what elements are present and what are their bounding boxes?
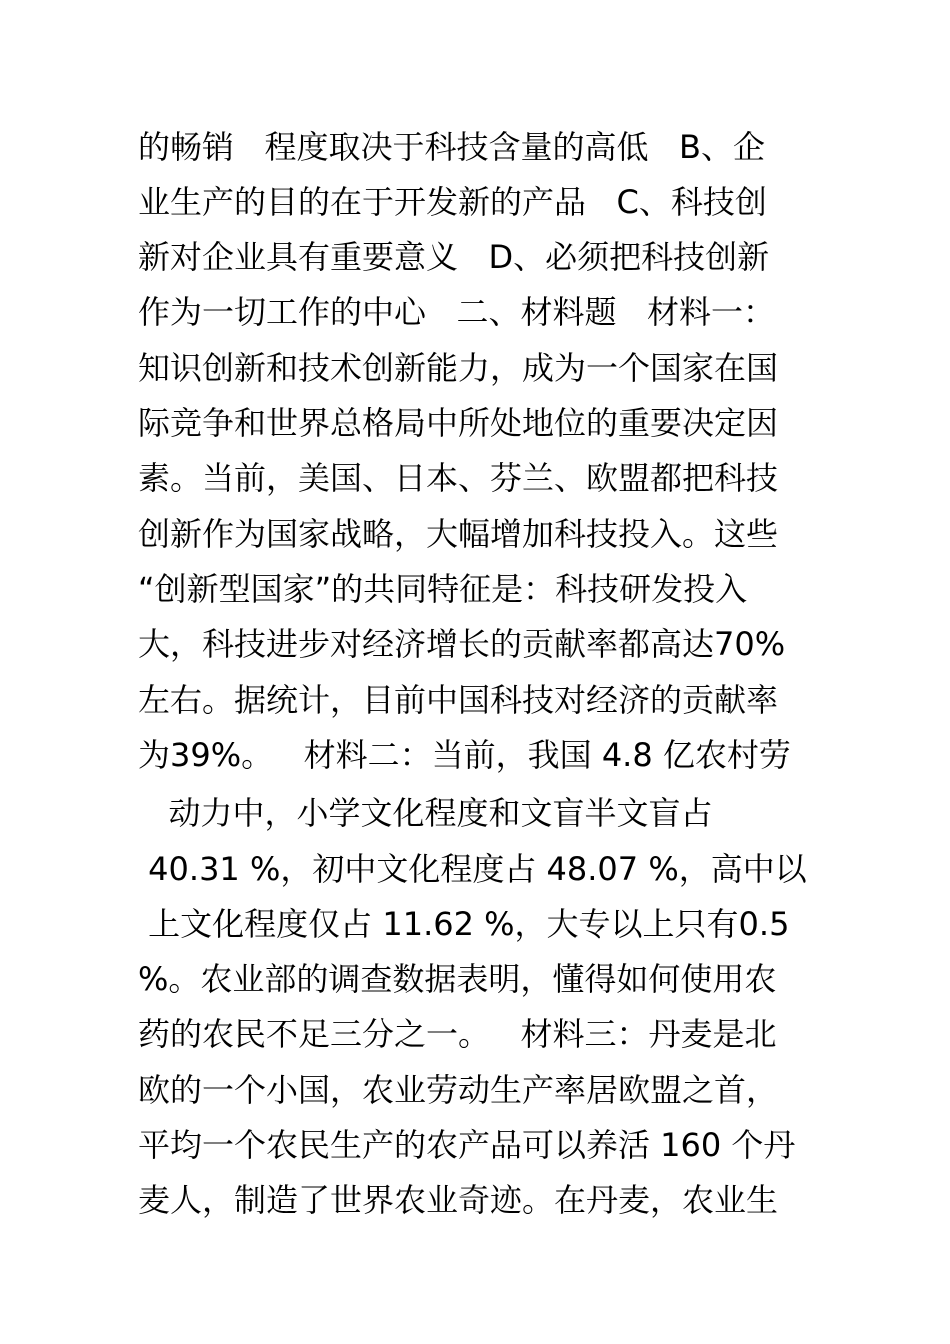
text-line: 素。当前，美国、日本、芬兰、欧盟都把科技: [138, 459, 779, 497]
text-line: 平均一个农民生产的农产品可以养活 160 个丹: [138, 1126, 796, 1164]
text-line: 为39%。 材料二：当前，我国 4.8 亿农村劳: [138, 736, 791, 774]
text-line: 药的农民不足三分之一。 材料三：丹麦是北: [138, 1015, 777, 1053]
text-line: “创新型国家”的共同特征是：科技研发投入: [138, 570, 748, 608]
text-line: 的畅销 程度取决于科技含量的高低 B、企: [138, 128, 765, 166]
text-line: 际竞争和世界总格局中所处地位的重要决定因: [138, 404, 779, 442]
text-line: 作为一切工作的中心 二、材料题 材料一：: [138, 293, 776, 331]
text-line: %。农业部的调查数据表明，懂得如何使用农: [138, 960, 777, 998]
text-line: 创新作为国家战略，大幅增加科技投入。这些: [138, 515, 779, 553]
text-line: 左右。据统计，目前中国科技对经济的贡献率: [138, 681, 779, 719]
text-line: 动力中，小学文化程度和文盲半文盲占: [138, 794, 713, 832]
text-line: 新对企业具有重要意义 D、必须把科技创新: [138, 238, 770, 276]
text-line: 麦人，制造了世界农业奇迹。在丹麦，农业生: [138, 1181, 779, 1219]
text-line: 知识创新和技术创新能力，成为一个国家在国: [138, 349, 779, 387]
text-line: 欧的一个小国，农业劳动生产率居欧盟之首，: [138, 1071, 779, 1109]
text-line: 业生产的目的在于开发新的产品 C、科技创: [138, 183, 767, 221]
text-line: 大，科技进步对经济增长的贡献率都高达70%: [138, 625, 786, 663]
text-line: 40.31 %，初中文化程度占 48.07 %，高中以: [138, 850, 807, 888]
text-line: 上文化程度仅占 11.62 %，大专以上只有0.5: [138, 905, 790, 943]
